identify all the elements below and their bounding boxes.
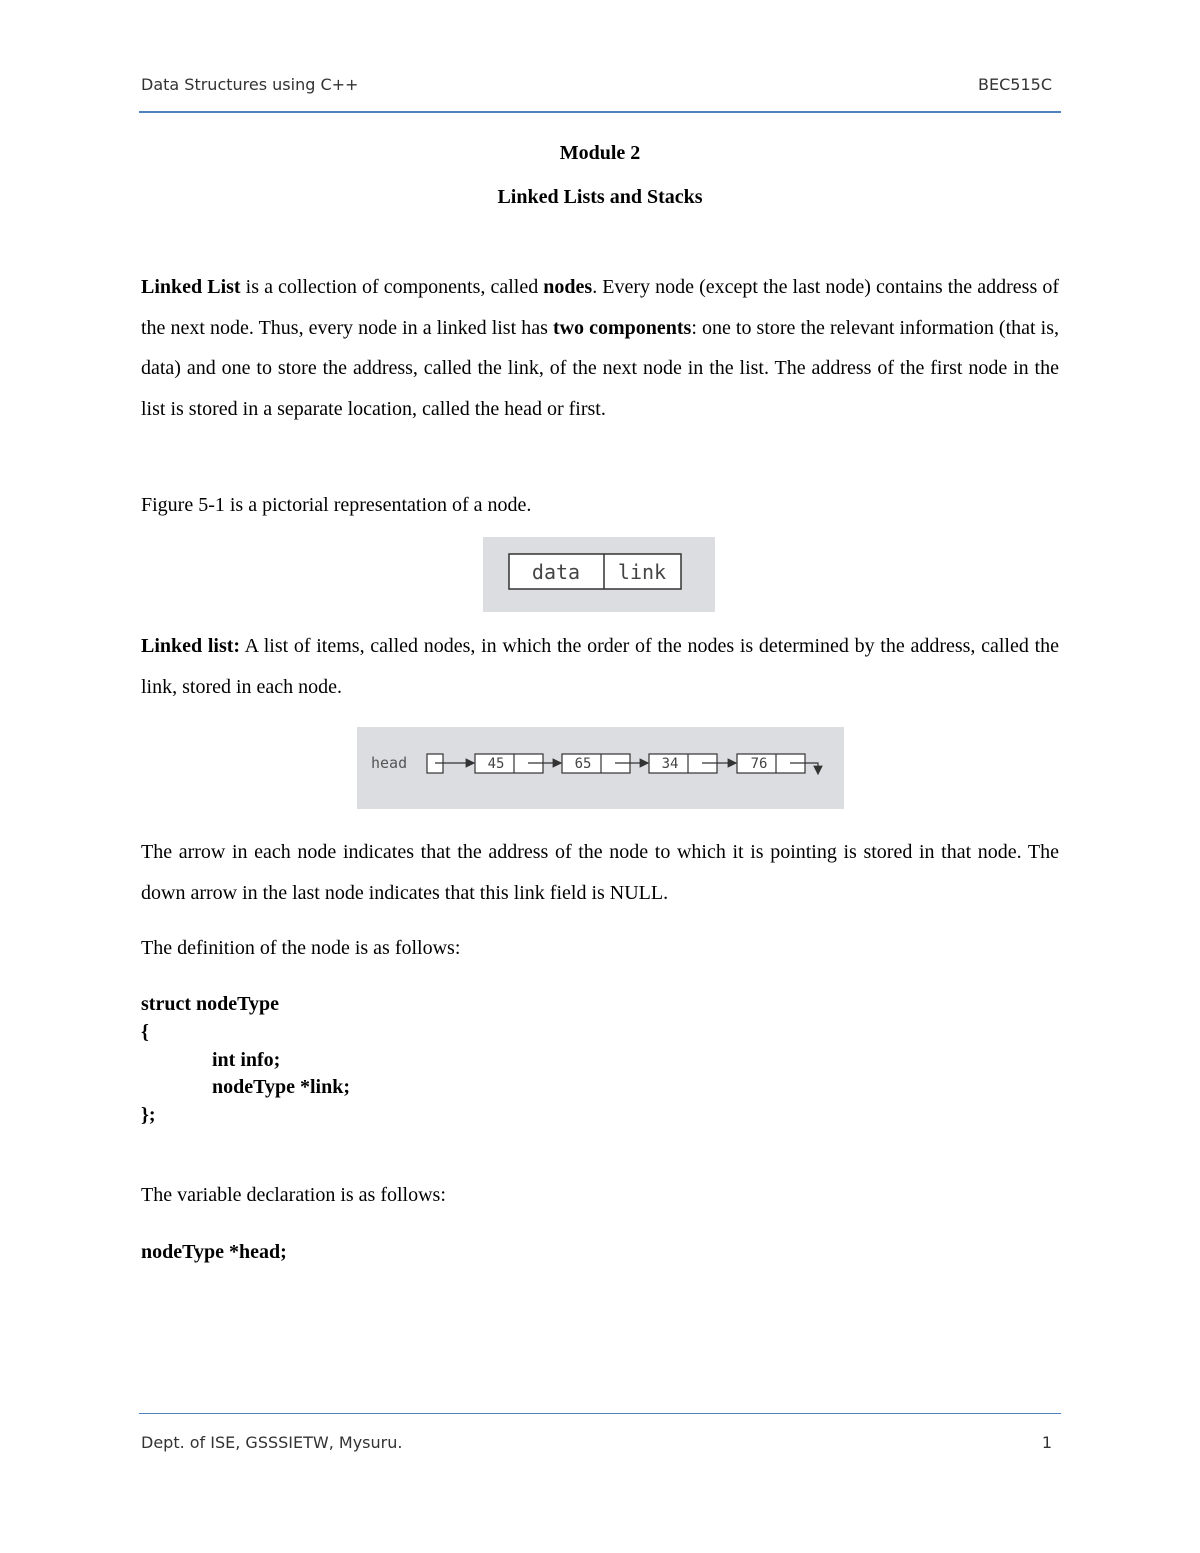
footer-rule	[139, 1413, 1061, 1414]
variable-declaration-intro: The variable declaration is as follows:	[141, 1184, 446, 1206]
list-node-4	[737, 754, 818, 774]
list-node-1	[475, 754, 561, 773]
header-title: Data Structures using C++	[141, 75, 359, 94]
code-line-close-brace: };	[141, 1104, 156, 1126]
node-data-label: data	[531, 560, 581, 584]
header-rule	[139, 111, 1061, 113]
node-figure	[483, 537, 715, 612]
term-linked-list: Linked List	[141, 276, 241, 298]
node-link-label: link	[617, 560, 667, 584]
term-linked-list-def: Linked list:	[141, 635, 241, 657]
module-number: Module 2	[559, 142, 641, 164]
node-value: 45	[487, 756, 505, 772]
term-two-components: two components	[552, 316, 692, 339]
definition-paragraph: Linked list: A list of items, called nodes, in which the order of the nodes is determined by the address, called the link, stored in each node.	[141, 635, 1060, 698]
node-value: 65	[574, 756, 592, 772]
arrow-explanation: The arrow in each node indicates that the address of the node to which it is pointing is stored in that node. The down arrow in the last node indicates that this link field is NULL.	[141, 841, 1059, 904]
list-node-2	[562, 754, 648, 773]
node-value: 76	[750, 756, 768, 772]
header-course-code: BEC515C	[978, 75, 1052, 94]
page-number: 1	[1041, 1433, 1052, 1452]
head-label: head	[371, 754, 408, 772]
code-line-open-brace: {	[141, 1021, 149, 1043]
footer-department: Dept. of ISE, GSSSIETW, Mysuru.	[141, 1433, 403, 1452]
module-title: Linked Lists and Stacks	[497, 186, 703, 208]
node-value: 34	[661, 756, 679, 772]
linked-list-figure	[357, 727, 844, 809]
variable-declaration-code: nodeType *head;	[141, 1241, 287, 1263]
figure-caption: Figure 5-1 is a pictorial representation of a node.	[141, 494, 532, 516]
intro-paragraph: Linked List is a collection of components, called nodes. Every node (except the last node) contains the address of the next node. Thus, every node in a linked list has two components: one to store the relevant information (that is, data) and one to store the address, called the link, of the next node in the list. The address of the first node in the list is stored in a separate location, called the head or first.	[141, 276, 1059, 420]
term-nodes: nodes	[543, 276, 593, 298]
node-definition-intro: The definition of the node is as follows:	[141, 937, 461, 959]
code-line-link: nodeType *link;	[212, 1076, 350, 1098]
code-line-struct: struct nodeType	[141, 993, 279, 1015]
list-node-3	[649, 754, 736, 773]
code-line-info: int info;	[212, 1049, 281, 1071]
